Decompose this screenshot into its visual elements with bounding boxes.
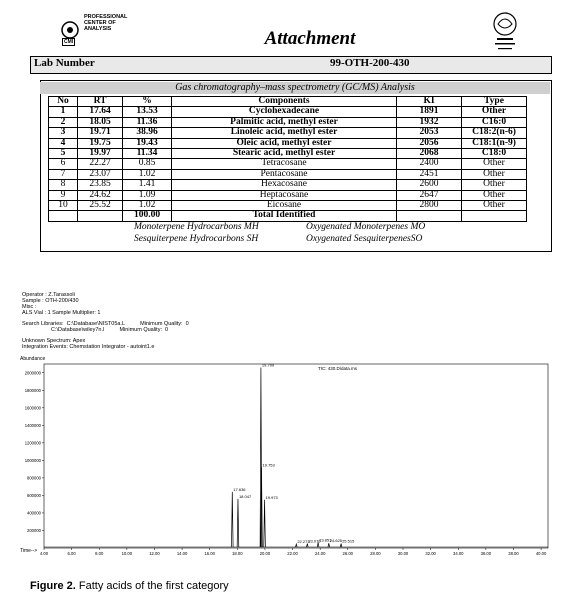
y-tick-label: 1200000 xyxy=(24,440,41,446)
cell-percent: 19.43 xyxy=(123,138,172,148)
cell-ki: 1891 xyxy=(397,107,462,117)
x-tick-label: 14.00 xyxy=(176,551,188,556)
caption-label: Figure 2. xyxy=(30,580,76,592)
logo-line-3: ANALYSIS xyxy=(84,26,112,32)
cell-ki: 1932 xyxy=(397,117,462,127)
page-title: Attachment xyxy=(264,28,356,49)
peak xyxy=(328,543,330,547)
col-no: No xyxy=(49,97,78,107)
cell-rt: 17.64 xyxy=(78,107,123,117)
x-tick-label: 22.00 xyxy=(287,551,298,556)
meta-misc: Misc : xyxy=(22,304,37,310)
peak-label: 19.973 xyxy=(265,494,278,500)
x-tick-label: 26.00 xyxy=(342,551,354,556)
cell-percent: 1.02 xyxy=(123,201,172,211)
pca-logo xyxy=(60,14,130,50)
cell-percent: 0.85 xyxy=(123,159,172,169)
logo-line-1: PROFESSIONAL xyxy=(84,14,128,20)
peak xyxy=(237,499,239,547)
meta-als: ALS Vial : 1 Sample Multiplier: 1 xyxy=(22,310,101,316)
peak-label: 25.515 xyxy=(342,538,355,544)
meta-sample: Sample : OTH-200/430 xyxy=(22,298,79,304)
cell-no: 5 xyxy=(49,149,78,159)
total-percent: 100.00 xyxy=(123,211,172,221)
table-row xyxy=(49,128,527,138)
x-tick-label: 28.00 xyxy=(370,551,381,556)
y-tick-label: 200000 xyxy=(27,527,41,533)
x-tick-label: 12.00 xyxy=(149,551,160,556)
cell-component: Linoleic acid, methyl ester xyxy=(172,128,397,138)
cell-component: Palmitic acid, methyl ester xyxy=(172,117,397,127)
peak-label: 23.851 xyxy=(319,537,332,543)
peak-label: 19.709 xyxy=(261,362,275,368)
cell-rt: 19.75 xyxy=(78,138,123,148)
col-type: Type xyxy=(462,97,527,107)
cell-rt: 19.97 xyxy=(78,149,123,159)
lab-number-value: 99-OTH-200-430 xyxy=(330,57,410,69)
cell-type: Other xyxy=(462,190,527,200)
jahad-logo xyxy=(488,10,522,56)
peak-label: 19.753 xyxy=(262,462,275,468)
plot-frame xyxy=(44,364,548,548)
x-tick-label: 8.00 xyxy=(95,551,104,556)
meta-integration: Integration Events: Chemstation Integrator - autoint1.e xyxy=(22,344,155,350)
y-tick-label: 2000000 xyxy=(24,370,41,376)
cell-component: Pentacosane xyxy=(172,169,397,179)
y-tick-label: 1000000 xyxy=(24,457,41,463)
cell-ki: 2400 xyxy=(397,159,462,169)
cell-ki: 2068 xyxy=(397,149,462,159)
x-tick-label: 16.00 xyxy=(204,551,215,556)
cell-no: 2 xyxy=(49,117,78,127)
y-tick-label: 400000 xyxy=(27,510,41,516)
lab-number-bar xyxy=(30,56,552,74)
x-axis-label: Time--> xyxy=(20,548,38,554)
cell-rt: 22.27 xyxy=(78,159,123,169)
peak-label: 22.273 xyxy=(297,539,310,545)
meta-unknown-spectrum: Unknown Spectrum: Apex xyxy=(22,338,86,344)
peak xyxy=(296,544,298,547)
x-tick-label: 20.00 xyxy=(259,551,271,556)
x-tick-label: 34.00 xyxy=(453,551,464,556)
y-axis-label: Abundance xyxy=(20,356,46,362)
cell-ki: 2056 xyxy=(397,138,462,148)
col-percent: % xyxy=(123,97,172,107)
cell-ki: 2800 xyxy=(397,201,462,211)
cell-no: 8 xyxy=(49,180,78,190)
peak-label: 18.047 xyxy=(238,493,252,499)
meta-operator: Operator : Z.Tarassoli xyxy=(22,292,75,298)
table-row xyxy=(49,138,527,148)
cell-type: C18:2(n-6) xyxy=(462,128,527,138)
y-tick-label: 1600000 xyxy=(24,405,41,411)
x-tick-label: 18.00 xyxy=(232,551,243,556)
x-tick-label: 6.00 xyxy=(67,551,76,556)
x-tick-label: 36.00 xyxy=(480,551,492,556)
cell-percent: 13.53 xyxy=(123,107,172,117)
x-tick-label: 10.00 xyxy=(121,551,133,556)
y-tick-label: 1800000 xyxy=(24,387,41,393)
cell-percent: 38.96 xyxy=(123,128,172,138)
table-row xyxy=(49,149,527,159)
table-row xyxy=(49,107,527,117)
cell-percent: 1.41 xyxy=(123,180,172,190)
jahad-emblem-icon xyxy=(488,10,522,56)
logo-badge: CMI xyxy=(64,39,74,45)
total-row xyxy=(49,211,527,221)
cell-rt: 24.62 xyxy=(78,190,123,200)
cell-ki: 2600 xyxy=(397,180,462,190)
cell-component: Cyclohexadecane xyxy=(172,107,397,117)
cell-type: C18:0 xyxy=(462,149,527,159)
legend-sh: Sesquiterpene Hydrocarbons SH xyxy=(134,234,259,244)
legend-mh: Monoterpene Hydrocarbons MH xyxy=(134,222,259,232)
meta-search-2: C:\Database\wiley7n.l Minimum Quality: 0 xyxy=(22,327,169,333)
cell-no: 4 xyxy=(49,138,78,148)
cell-no: 10 xyxy=(49,201,78,211)
figure-caption xyxy=(30,580,229,592)
cell-no: 1 xyxy=(49,107,78,117)
cell-percent: 1.02 xyxy=(123,169,172,179)
cell-ki: 2053 xyxy=(397,128,462,138)
cell-type: Other xyxy=(462,159,527,169)
peak xyxy=(307,544,309,547)
cell-no: 7 xyxy=(49,169,78,179)
cell-percent: 11.36 xyxy=(123,117,172,127)
cell-component: Oleic acid, methyl ester xyxy=(172,138,397,148)
peak-label: 17.636 xyxy=(233,486,246,492)
x-tick-label: 38.00 xyxy=(508,551,519,556)
y-tick-label: 600000 xyxy=(27,492,41,498)
cell-type: Other xyxy=(462,180,527,190)
x-tick-label: 32.00 xyxy=(425,551,436,556)
gcms-table xyxy=(48,96,527,222)
col-components: Components xyxy=(172,97,397,107)
peak xyxy=(340,544,342,547)
cell-percent: 1.09 xyxy=(123,190,172,200)
table-row xyxy=(49,180,527,190)
cell-component: Heptacosane xyxy=(172,190,397,200)
cell-percent: 11.34 xyxy=(123,149,172,159)
table-header-row xyxy=(49,97,527,107)
y-tick-label: 1400000 xyxy=(24,422,41,428)
cell-no: 9 xyxy=(49,190,78,200)
cell-component: Hexacosane xyxy=(172,180,397,190)
meta-search-1: Search Libraries: C:\Database\NIST05a.L Minimum Quality: 0 xyxy=(22,321,189,327)
peak xyxy=(264,500,266,547)
cell-ki: 2451 xyxy=(397,169,462,179)
cell-component: Stearic acid, methyl ester xyxy=(172,149,397,159)
cell-rt: 23.07 xyxy=(78,169,123,179)
cell-component: Tetracosane xyxy=(172,159,397,169)
cell-rt: 25.52 xyxy=(78,201,123,211)
lab-number-label: Lab Number xyxy=(34,57,95,69)
cell-rt: 19.71 xyxy=(78,128,123,138)
col-rt: RT xyxy=(78,97,123,107)
x-tick-label: 24.00 xyxy=(314,551,326,556)
y-tick-label: 800000 xyxy=(27,475,41,481)
legend-mo: Oxygenated Monoterpenes MO xyxy=(306,222,426,232)
cell-no: 6 xyxy=(49,159,78,169)
peak-label: 23.070 xyxy=(308,538,321,544)
x-tick-label: 30.00 xyxy=(397,551,409,556)
cell-component: Eicosane xyxy=(172,201,397,211)
table-row xyxy=(49,117,527,127)
table-row xyxy=(49,159,527,169)
table-row xyxy=(49,201,527,211)
tic-label: TIC: 430.D\data.ms xyxy=(318,366,358,371)
cell-type: Other xyxy=(462,169,527,179)
caption-text: Fatty acids of the first category xyxy=(75,580,229,592)
cell-type: Other xyxy=(462,201,527,211)
table-row xyxy=(49,190,527,200)
cell-type: C16:0 xyxy=(462,117,527,127)
x-tick-label: 4.00 xyxy=(39,551,49,556)
legend-so: Oxygenated SesquiterpenesSO xyxy=(306,234,423,244)
x-tick-label: 40.00 xyxy=(535,551,547,556)
pca-logo-icon xyxy=(60,20,80,40)
col-ki: KI xyxy=(397,97,462,107)
cell-rt: 23.85 xyxy=(78,180,123,190)
logo-line-2: CENTER OF xyxy=(84,20,116,26)
cell-type: C18:1(n-9) xyxy=(462,138,527,148)
cell-ki: 2647 xyxy=(397,190,462,200)
chromatogram xyxy=(18,352,554,558)
gcms-title: Gas chromatography–mass spectrometry (GC/MS) Analysis xyxy=(40,82,550,94)
cell-type: Other xyxy=(462,107,527,117)
cell-rt: 18.05 xyxy=(78,117,123,127)
cell-no: 3 xyxy=(49,128,78,138)
peak-label: 24.625 xyxy=(329,538,343,544)
peak xyxy=(231,492,233,547)
table-row xyxy=(49,169,527,179)
total-label: Total Identified xyxy=(172,211,397,221)
